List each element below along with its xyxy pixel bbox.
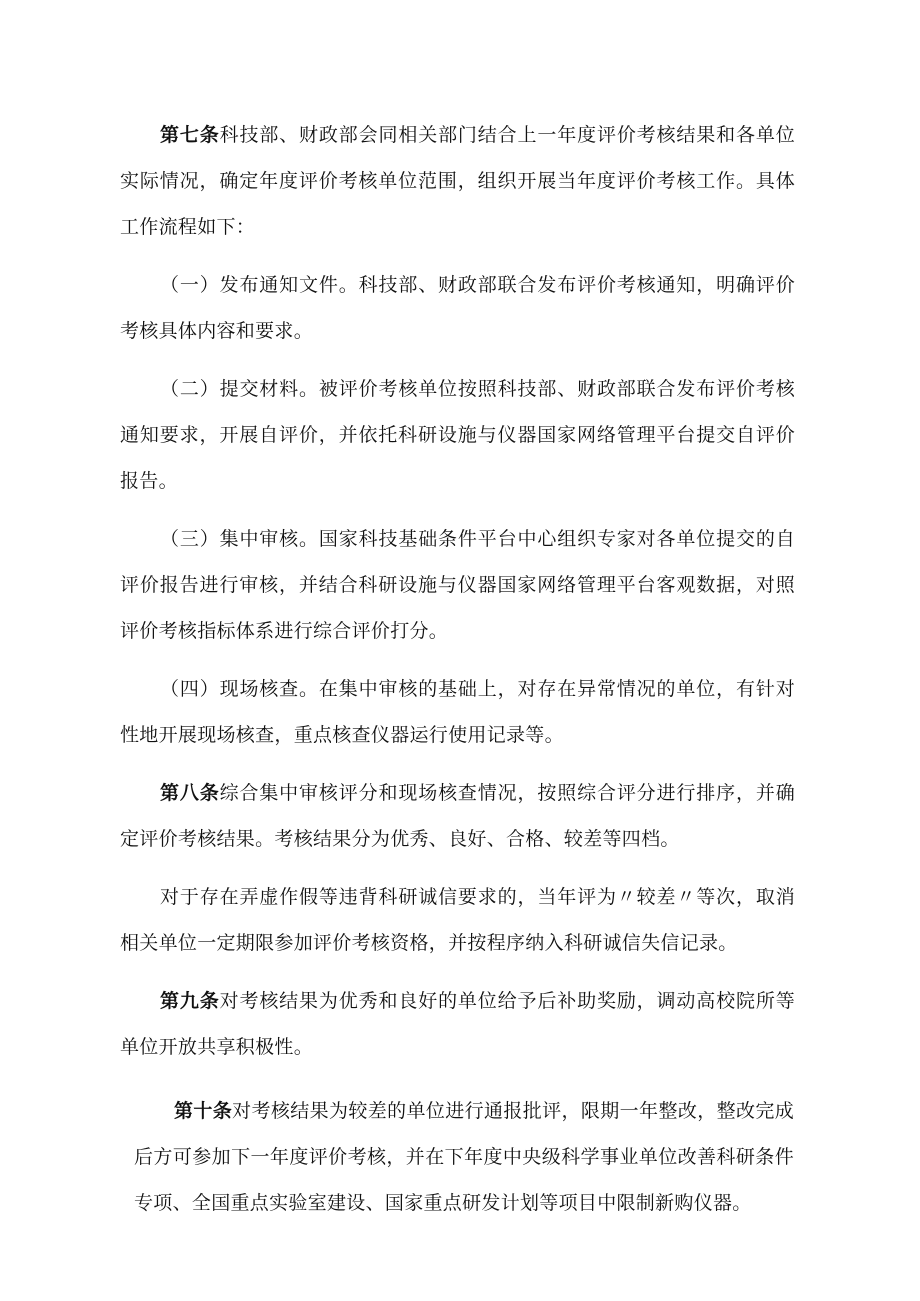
paragraph-text: 对考核结果为优秀和良好的单位给予后补助奖励，调动高校院所等单位开放共享积极性。: [120, 990, 796, 1058]
paragraph-article-10: [120, 1088, 794, 1226]
paragraph-step-3: [120, 516, 795, 654]
document-page: [120, 112, 795, 1238]
paragraph-step-4: [120, 666, 795, 758]
article-heading: 第七条: [160, 124, 220, 146]
paragraph-text: （一）发布通知文件。科技部、财政部联合发布评价考核通知，明确评价考核具体内容和要求。: [120, 274, 795, 342]
paragraph-article-8: [120, 770, 795, 862]
paragraph-step-1: [120, 262, 795, 354]
article-heading: 第十条: [174, 1100, 233, 1122]
paragraph-text: 对考核结果为较差的单位进行通报批评，限期一年整改，整改完成后方可参加下一年度评价考核，并在下年度中央级科学事业单位改善科研条件专项、全国重点实验室建设、国家重点研发计划等项目中限制新购仪器。: [134, 1100, 795, 1214]
paragraph-article-8-note: [120, 874, 795, 966]
paragraph-article-9: [120, 978, 795, 1070]
paragraph-article-7: [120, 112, 795, 250]
paragraph-text: 综合集中审核评分和现场核查情况，按照综合评分进行排序，并确定评价考核结果。考核结果分为优秀、良好、合格、较差等四档。: [120, 782, 796, 850]
paragraph-text: （二）提交材料。被评价考核单位按照科技部、财政部联合发布评价考核通知要求，开展自评价，并依托科研设施与仪器国家网络管理平台提交自评价报告。: [120, 378, 795, 492]
paragraph-text: （四）现场核查。在集中审核的基础上，对存在异常情况的单位，有针对性地开展现场核查，重点核查仪器运行使用记录等。: [120, 678, 795, 746]
paragraph-text: 科技部、财政部会同相关部门结合上一年度评价考核结果和各单位实际情况，确定年度评价考核单位范围，组织开展当年度评价考核工作。具体工作流程如下：: [120, 124, 796, 238]
article-heading: 第八条: [160, 782, 220, 804]
paragraph-text: 对于存在弄虚作假等违背科研诚信要求的，当年评为〃较差〃等次，取消相关单位一定期限参加评价考核资格，并按程序纳入科研诚信失信记录。: [120, 886, 795, 954]
paragraph-step-2: [120, 366, 795, 504]
article-heading: 第九条: [160, 990, 220, 1012]
paragraph-text: （三）集中审核。国家科技基础条件平台中心组织专家对各单位提交的自评价报告进行审核，并结合科研设施与仪器国家网络管理平台客观数据，对照评价考核指标体系进行综合评价打分。: [120, 528, 795, 642]
